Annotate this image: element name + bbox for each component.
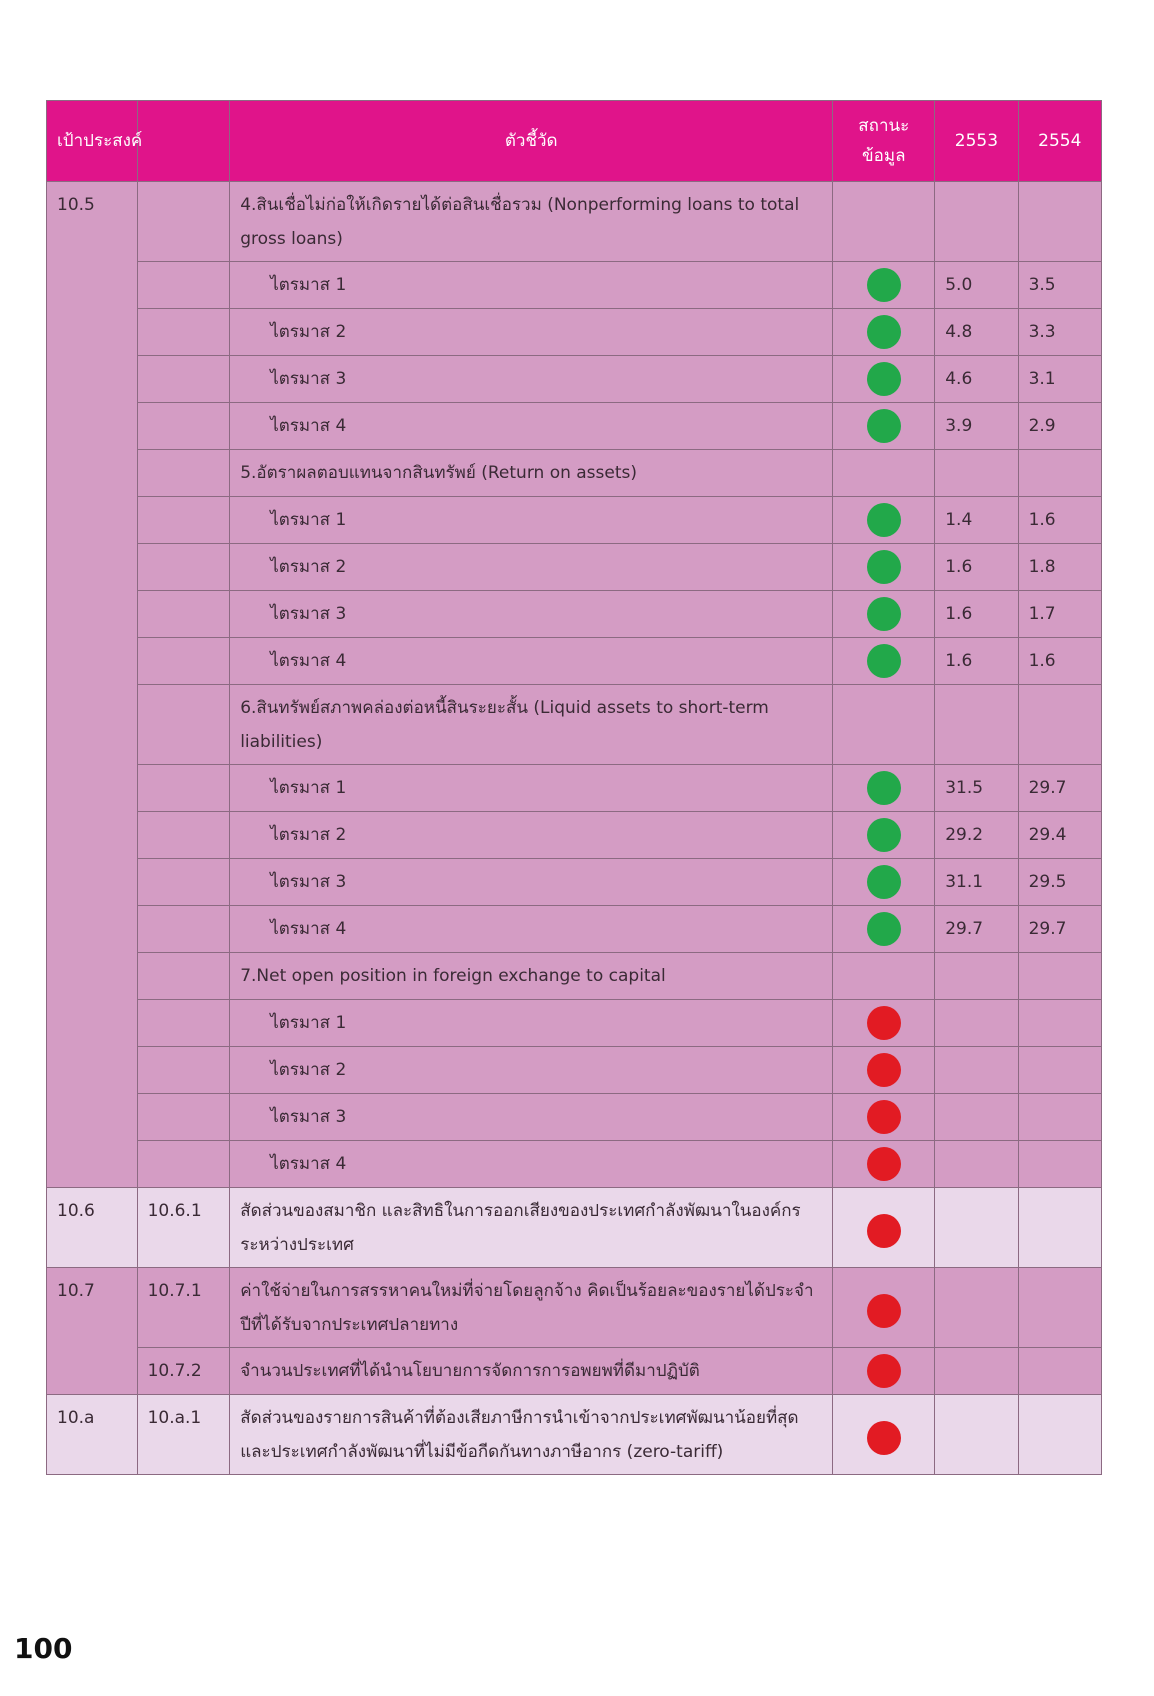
indicator-cell: ไตรมาส 2 [230, 1047, 833, 1094]
target-cell [137, 859, 230, 906]
status-cell [833, 1188, 935, 1268]
indicator-cell: 6.สินทรัพย์สภาพคล่องต่อหนี้สินระยะสั้น (Liquid assets to short-term liabilities) [230, 685, 833, 765]
status-cell [833, 309, 935, 356]
status-green-dot-icon [867, 912, 901, 946]
target-cell: 10.7.1 [137, 1268, 230, 1348]
value-2554-cell [1018, 1395, 1101, 1475]
value-2553-cell [935, 1141, 1018, 1188]
value-2554-cell: 2.9 [1018, 403, 1101, 450]
status-cell [833, 544, 935, 591]
status-cell [833, 356, 935, 403]
target-cell [137, 497, 230, 544]
value-2554-cell: 1.6 [1018, 497, 1101, 544]
value-2554-cell [1018, 450, 1101, 497]
target-cell: 10.a.1 [137, 1395, 230, 1475]
status-cell [833, 953, 935, 1000]
indicator-cell: ไตรมาส 1 [230, 765, 833, 812]
status-cell [833, 1348, 935, 1395]
target-cell: 10.6.1 [137, 1188, 230, 1268]
status-green-dot-icon [867, 409, 901, 443]
table-row [47, 262, 1102, 309]
status-green-dot-icon [867, 818, 901, 852]
indicator-cell: ค่าใช้จ่ายในการสรรหาคนใหม่ที่จ่ายโดยลูกจ้าง คิดเป็นร้อยละของรายได้ประจำปีที่ได้รับจากประเทศปลายทาง [230, 1268, 833, 1348]
value-2554-cell [1018, 1094, 1101, 1141]
table-body [47, 182, 1102, 1475]
value-2553-cell [935, 450, 1018, 497]
indicator-cell: จำนวนประเทศที่ได้นำนโยบายการจัดการการอพยพที่ดีมาปฏิบัติ [230, 1348, 833, 1395]
goal-cell: 10.a [47, 1395, 138, 1475]
value-2554-cell: 3.3 [1018, 309, 1101, 356]
status-red-dot-icon [867, 1053, 901, 1087]
value-2554-cell: 3.5 [1018, 262, 1101, 309]
target-cell [137, 356, 230, 403]
target-cell [137, 1000, 230, 1047]
status-cell [833, 906, 935, 953]
status-cell [833, 182, 935, 262]
target-cell [137, 544, 230, 591]
table-row [47, 544, 1102, 591]
value-2553-cell [935, 1188, 1018, 1268]
value-2554-cell [1018, 1268, 1101, 1348]
status-cell [833, 1395, 935, 1475]
status-red-dot-icon [867, 1214, 901, 1248]
status-cell [833, 403, 935, 450]
table-row [47, 182, 1102, 262]
target-cell [137, 1047, 230, 1094]
target-cell [137, 1094, 230, 1141]
indicator-cell: ไตรมาส 4 [230, 403, 833, 450]
value-2554-cell [1018, 1047, 1101, 1094]
value-2553-cell [935, 1047, 1018, 1094]
status-green-dot-icon [867, 644, 901, 678]
status-green-dot-icon [867, 597, 901, 631]
status-cell [833, 1268, 935, 1348]
indicator-cell: ไตรมาส 2 [230, 309, 833, 356]
indicator-cell: ไตรมาส 1 [230, 1000, 833, 1047]
table-row [47, 497, 1102, 544]
indicator-cell: ไตรมาส 3 [230, 356, 833, 403]
value-2554-cell: 3.1 [1018, 356, 1101, 403]
table-row [47, 450, 1102, 497]
header-status: สถานะข้อมูล [833, 101, 935, 182]
table-row [47, 1268, 1102, 1348]
table-row [47, 309, 1102, 356]
target-cell [137, 403, 230, 450]
status-cell [833, 685, 935, 765]
value-2554-cell [1018, 953, 1101, 1000]
status-red-dot-icon [867, 1147, 901, 1181]
status-cell [833, 1000, 935, 1047]
indicator-cell: ไตรมาส 4 [230, 1141, 833, 1188]
page-number: 100 [14, 1632, 73, 1665]
value-2553-cell [935, 1094, 1018, 1141]
status-red-dot-icon [867, 1294, 901, 1328]
indicator-cell: สัดส่วนของรายการสินค้าที่ต้องเสียภาษีการนำเข้าจากประเทศพัฒนาน้อยที่สุดและประเทศกำลังพัฒนาที่ไม่มีข้อกีดกันทางภาษีอากร (zero-tariff) [230, 1395, 833, 1475]
header-indicator: ตัวชี้วัด [230, 101, 833, 182]
indicator-cell: ไตรมาส 4 [230, 638, 833, 685]
target-cell [137, 906, 230, 953]
value-2553-cell [935, 182, 1018, 262]
value-2553-cell: 1.4 [935, 497, 1018, 544]
indicator-cell: 7.Net open position in foreign exchange to capital [230, 953, 833, 1000]
status-green-dot-icon [867, 550, 901, 584]
goal-cell: 10.7 [47, 1268, 138, 1395]
table-row [47, 356, 1102, 403]
value-2554-cell: 1.7 [1018, 591, 1101, 638]
indicator-cell: ไตรมาส 2 [230, 812, 833, 859]
goal-cell: 10.6 [47, 1188, 138, 1268]
target-cell [137, 591, 230, 638]
target-cell [137, 953, 230, 1000]
target-cell [137, 262, 230, 309]
value-2554-cell [1018, 1000, 1101, 1047]
value-2554-cell [1018, 685, 1101, 765]
value-2554-cell [1018, 182, 1101, 262]
value-2553-cell: 31.1 [935, 859, 1018, 906]
value-2553-cell: 1.6 [935, 544, 1018, 591]
value-2553-cell: 31.5 [935, 765, 1018, 812]
table-row [47, 1094, 1102, 1141]
table-row [47, 685, 1102, 765]
status-green-dot-icon [867, 865, 901, 899]
value-2554-cell: 29.5 [1018, 859, 1101, 906]
value-2553-cell: 29.2 [935, 812, 1018, 859]
target-cell [137, 1141, 230, 1188]
value-2553-cell [935, 1395, 1018, 1475]
status-cell [833, 859, 935, 906]
status-cell [833, 1094, 935, 1141]
header-year-2553: 2553 [935, 101, 1018, 182]
table-row [47, 1141, 1102, 1188]
table-row [47, 1348, 1102, 1395]
status-red-dot-icon [867, 1421, 901, 1455]
status-green-dot-icon [867, 315, 901, 349]
target-cell [137, 765, 230, 812]
value-2554-cell [1018, 1348, 1101, 1395]
status-red-dot-icon [867, 1006, 901, 1040]
value-2554-cell: 29.7 [1018, 765, 1101, 812]
value-2554-cell [1018, 1141, 1101, 1188]
status-cell [833, 591, 935, 638]
status-cell [833, 1047, 935, 1094]
table-row [47, 765, 1102, 812]
value-2553-cell: 3.9 [935, 403, 1018, 450]
table-row [47, 591, 1102, 638]
table-row [47, 953, 1102, 1000]
header-year-2554: 2554 [1018, 101, 1101, 182]
status-cell [833, 1141, 935, 1188]
value-2554-cell: 1.8 [1018, 544, 1101, 591]
indicator-cell: ไตรมาส 3 [230, 859, 833, 906]
value-2553-cell: 1.6 [935, 591, 1018, 638]
status-cell [833, 638, 935, 685]
table-row [47, 1188, 1102, 1268]
indicator-cell: ไตรมาส 3 [230, 1094, 833, 1141]
status-cell [833, 497, 935, 544]
status-red-dot-icon [867, 1354, 901, 1388]
status-green-dot-icon [867, 503, 901, 537]
value-2553-cell [935, 1348, 1018, 1395]
table-row [47, 403, 1102, 450]
value-2553-cell: 4.6 [935, 356, 1018, 403]
value-2553-cell [935, 953, 1018, 1000]
indicator-cell: ไตรมาส 1 [230, 497, 833, 544]
table-row [47, 1047, 1102, 1094]
status-cell [833, 262, 935, 309]
status-red-dot-icon [867, 1100, 901, 1134]
header-goal: เป้าประสงค์ [47, 101, 138, 182]
indicator-cell: 5.อัตราผลตอบแทนจากสินทรัพย์ (Return on assets) [230, 450, 833, 497]
status-cell [833, 812, 935, 859]
header-target [137, 101, 230, 182]
value-2554-cell [1018, 1188, 1101, 1268]
table-row [47, 638, 1102, 685]
status-green-dot-icon [867, 268, 901, 302]
table-row [47, 1395, 1102, 1475]
table-row [47, 1000, 1102, 1047]
target-cell [137, 309, 230, 356]
indicator-cell: สัดส่วนของสมาชิก และสิทธิในการออกเสียงของประเทศกำลังพัฒนาในองค์กรระหว่างประเทศ [230, 1188, 833, 1268]
value-2553-cell: 4.8 [935, 309, 1018, 356]
value-2554-cell: 29.7 [1018, 906, 1101, 953]
value-2553-cell: 29.7 [935, 906, 1018, 953]
goal-cell: 10.5 [47, 182, 138, 1188]
table-row [47, 812, 1102, 859]
value-2554-cell: 29.4 [1018, 812, 1101, 859]
value-2553-cell [935, 1000, 1018, 1047]
status-cell [833, 450, 935, 497]
status-green-dot-icon [867, 362, 901, 396]
value-2553-cell [935, 1268, 1018, 1348]
status-cell [833, 765, 935, 812]
indicator-cell: ไตรมาส 3 [230, 591, 833, 638]
value-2553-cell [935, 685, 1018, 765]
target-cell: 10.7.2 [137, 1348, 230, 1395]
table-row [47, 859, 1102, 906]
status-green-dot-icon [867, 771, 901, 805]
table-header-row [47, 101, 1102, 182]
target-cell [137, 685, 230, 765]
indicator-cell: 4.สินเชื่อไม่ก่อให้เกิดรายได้ต่อสินเชื่อรวม (Nonperforming loans to total gross loans) [230, 182, 833, 262]
indicator-cell: ไตรมาส 4 [230, 906, 833, 953]
table-row [47, 906, 1102, 953]
indicator-cell: ไตรมาส 1 [230, 262, 833, 309]
target-cell [137, 638, 230, 685]
value-2553-cell: 5.0 [935, 262, 1018, 309]
target-cell [137, 450, 230, 497]
target-cell [137, 182, 230, 262]
indicator-cell: ไตรมาส 2 [230, 544, 833, 591]
value-2553-cell: 1.6 [935, 638, 1018, 685]
indicator-table [46, 100, 1102, 1475]
value-2554-cell: 1.6 [1018, 638, 1101, 685]
target-cell [137, 812, 230, 859]
